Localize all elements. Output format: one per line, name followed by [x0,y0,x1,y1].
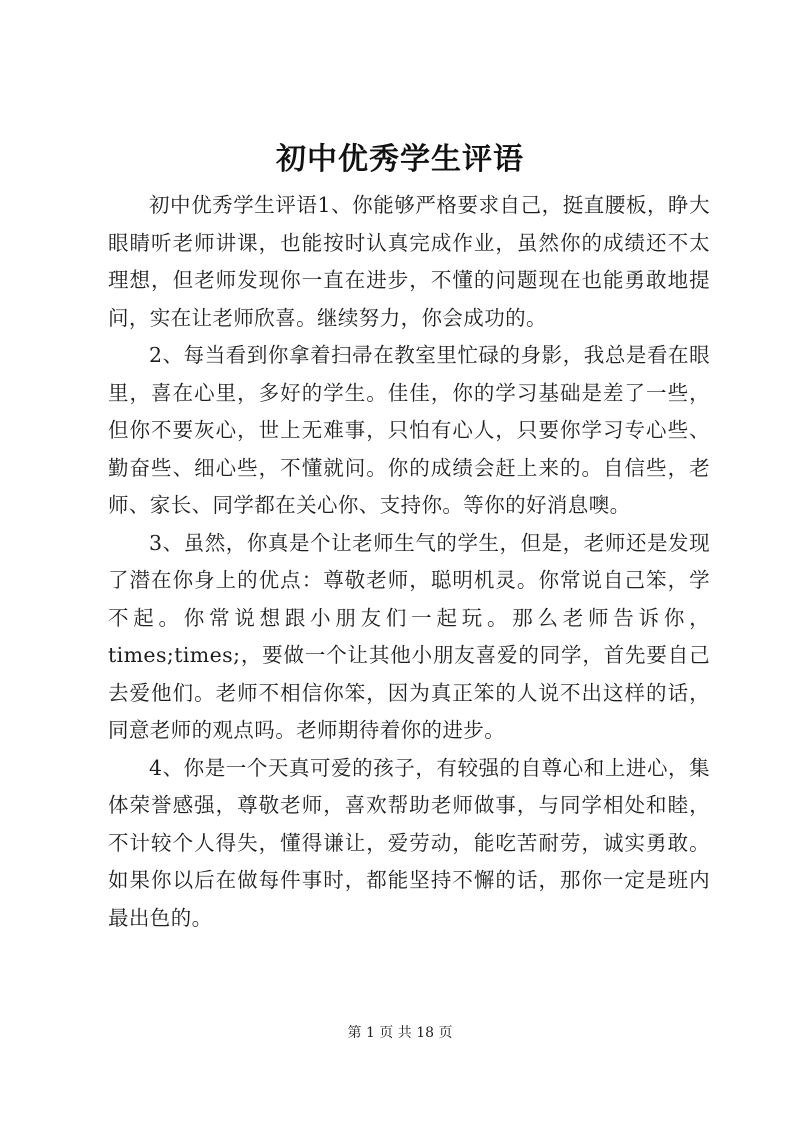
document-title: 初中优秀学生评语 [276,142,524,177]
paragraph-2: 2、每当看到你拿着扫帚在教室里忙碌的身影，我总是看在眼里，喜在心里，多好的学生。佳佳，你的学习基础是差了一些，但你不要灰心，世上无难事，只怕有心人，只要你学习专心些、勤奋些、细心些，不懂就问。你的成绩会赶上来的。自信些，老师、家长、同学都在关心你、支持你。等你的好消息噢。 [108,343,710,517]
page-number-footer: 第 1 页 共 18 页 [347,1025,453,1041]
paragraph-1: 初中优秀学生评语1、你能够严格要求自己，挺直腰板，睁大眼睛听老师讲课，也能按时认真完成作业，虽然你的成绩还不太理想，但老师发现你一直在进步，不懂的问题现在也能勇敢地提问，实在让老师欣喜。继续努力，你会成功的。 [108,193,710,330]
paragraph-4: 4、你是一个天真可爱的孩子，有较强的自尊心和上进心，集体荣誉感强，尊敬老师，喜欢帮助老师做事，与同学相处和睦，不计较个人得失，懂得谦让，爱劳动，能吃苦耐劳，诚实勇敢。如果你以后在做每件事时，都能坚持不懈的话，那你一定是班内最出色的。 [108,755,710,930]
paragraph-3: 3、虽然，你真是个让老师生气的学生，但是，老师还是发现了潜在你身上的优点：尊敬老师，聪明机灵。你常说自己笨，学不起。你常说想跟小朋友们一起玩。那么老师告诉你，times;times;，要做一个让其他小朋友喜爱的同学，首先要自己去爱他们。老师不相信你笨，因为真正笨的人说不出这样的话，同意老师的观点吗。老师期待着你的进步。 [108,530,710,742]
document-body [108,187,710,937]
